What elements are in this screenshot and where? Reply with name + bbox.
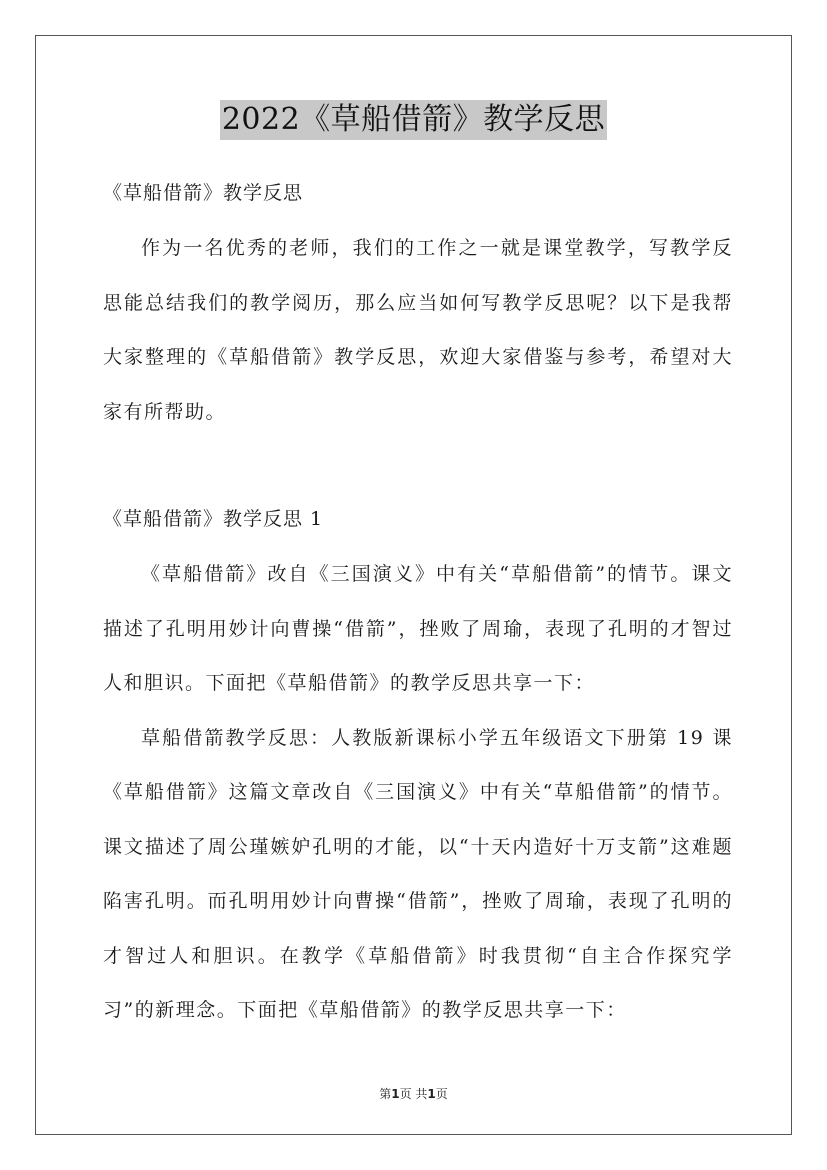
footer-suffix: 页: [435, 1087, 448, 1101]
intro-paragraph: 作为一名优秀的老师，我们的工作之一就是课堂教学，写教学反思能总结我们的教学阅历，那么应当如何写教学反思呢？以下是我帮大家整理的《草船借箭》教学反思，欢迎大家借鉴与参考，希望对大家有所帮助。: [103, 237, 733, 423]
footer-prefix: 第: [379, 1087, 392, 1101]
footer-mid: 页 共: [399, 1087, 428, 1101]
intro-paragraph-block: [103, 221, 733, 439]
footer-page-total: 1: [427, 1087, 436, 1101]
section1-paragraph-2: 草船借箭教学反思：人教版新课标小学五年级语文下册第 19 课《草船借箭》这篇文章改自《三国演义》中有关“草船借箭”的情节。课文描述了周公瑾嫉妒孔明的才能，以“十天内造好十万支箭”这难题陷害孔明。而孔明用妙计向曹操“借箭”，挫败了周瑜，表现了孔明的才智过人和胆识。在教学《草船借箭》时我贯彻“自主合作探究学习”的新理念。下面把《草船借箭》的教学反思共享一下：: [103, 726, 733, 1021]
section1-heading: 《草船借箭》教学反思 1: [103, 508, 324, 530]
intro-heading: 《草船借箭》教学反思: [103, 182, 304, 204]
footer-page-current: 1: [391, 1087, 400, 1101]
section1-paragraph-1: 《草船借箭》改自《三国演义》中有关“草船借箭”的情节。课文描述了孔明用妙计向曹操“借箭”，挫败了周瑜，表现了孔明的才智过人和胆识。下面把《草船借箭》的教学反思共享一下：: [103, 563, 733, 694]
title-container: [0, 100, 827, 140]
document-title: 2022《草船借箭》教学反思: [220, 100, 607, 140]
section1-body: [103, 547, 733, 1038]
page-footer: [0, 1085, 827, 1102]
